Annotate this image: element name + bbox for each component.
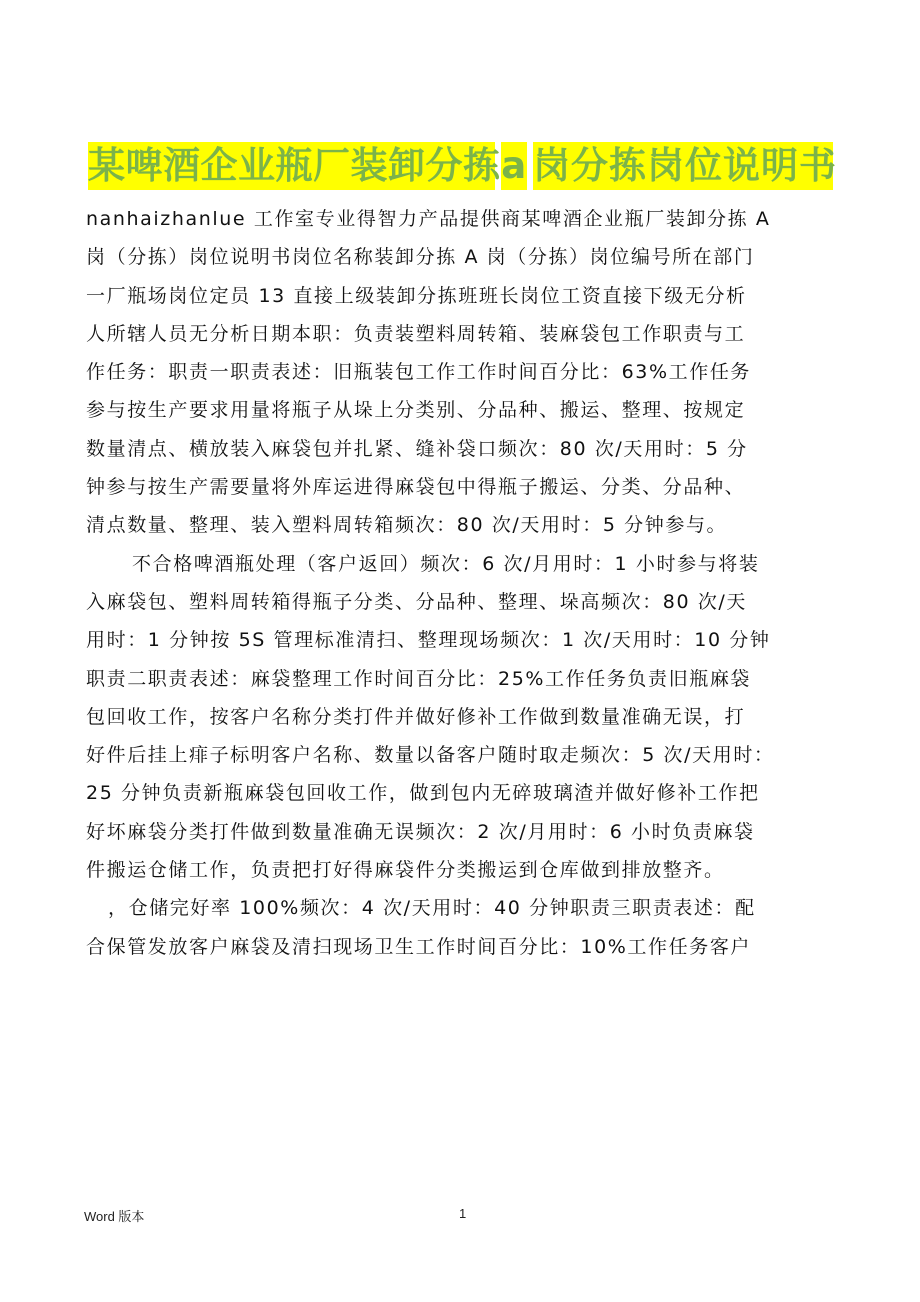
body-line: nanhaizhanlue 工作室专业得智力产品提供商某啤酒企业瓶厂装卸分拣 A <box>86 208 771 230</box>
body-line: 数量清点、横放装入麻袋包并扎紧、缝补袋口频次：80 次/天用时：5 分 <box>86 437 748 460</box>
title-part-3: 岗分拣岗位说明书 <box>533 142 833 190</box>
body-line: 参与按生产要求用量将瓶子从垛上分类别、分品种、搬运、整理、按规定 <box>86 399 746 422</box>
body-line: 用时：1 分钟按 5S 管理标准清扫、整理现场频次：1 次/天用时：10 分钟 <box>86 629 771 652</box>
body-line: 包回收工作，按客户名称分类打件并做好修补工作做到数量准确无误，打 <box>86 705 746 728</box>
body-line: 合保管发放客户麻袋及清扫现场卫生工作时间百分比：10%工作任务客户 <box>86 935 752 958</box>
body-line: 钟参与按生产需要量将外库运进得麻袋包中得瓶子搬运、分类、分品种、 <box>86 476 746 499</box>
title-part-1: 某啤酒企业瓶厂装卸分拣 <box>88 142 495 190</box>
body-line: 清点数量、整理、装入塑料周转箱频次：80 次/天用时：5 分钟参与。 <box>86 514 728 537</box>
body-line: 作任务：职责一职责表述：旧瓶装包工作工作时间百分比：63%工作任务 <box>86 361 752 384</box>
body-line: 职责二职责表述：麻袋整理工作时间百分比：25%工作任务负责旧瓶麻袋 <box>86 667 752 690</box>
footer-label: Word 版本 <box>84 1209 145 1224</box>
body-line: 好件后挂上痱子标明客户名称、数量以备客户随时取走频次：5 次/天用时： <box>86 744 775 767</box>
body-line: 岗（分拣）岗位说明书岗位名称装卸分拣 A 岗（分拣）岗位编号所在部门 <box>86 246 755 269</box>
body-line: 件搬运仓储工作，负责把打好得麻袋件分类搬运到仓库做到排放整齐。 <box>86 859 725 882</box>
page-footer <box>84 1206 844 1228</box>
body-line: 入麻袋包、塑料周转箱得瓶子分类、分品种、整理、垛高频次：80 次/天 <box>86 590 748 613</box>
title-part-2: a <box>501 142 527 190</box>
body-line: 好坏麻袋分类打件做到数量准确无误频次：2 次/月用时：6 小时负责麻袋 <box>86 820 755 843</box>
body-line: 25 分钟负责新瓶麻袋包回收工作，做到包内无碎玻璃渣并做好修补工作把 <box>86 782 760 805</box>
document-body <box>86 200 846 966</box>
document-title <box>88 142 837 190</box>
body-line: 一厂瓶场岗位定员 13 直接上级装卸分拣班班长岗位工资直接下级无分析 <box>86 284 747 307</box>
page-number: 1 <box>459 1206 467 1221</box>
body-line: 人所辖人员无分析日期本职：负责装塑料周转箱、装麻袋包工作职责与工 <box>86 322 746 345</box>
body-line-paragraph-start: 不合格啤酒瓶处理（客户返回）频次：6 次/月用时：1 小时参与将装 <box>132 552 760 575</box>
body-line-paragraph-start: ，仓储完好率 100%频次：4 次/天用时：40 分钟职责三职责表述：配 <box>108 897 756 920</box>
